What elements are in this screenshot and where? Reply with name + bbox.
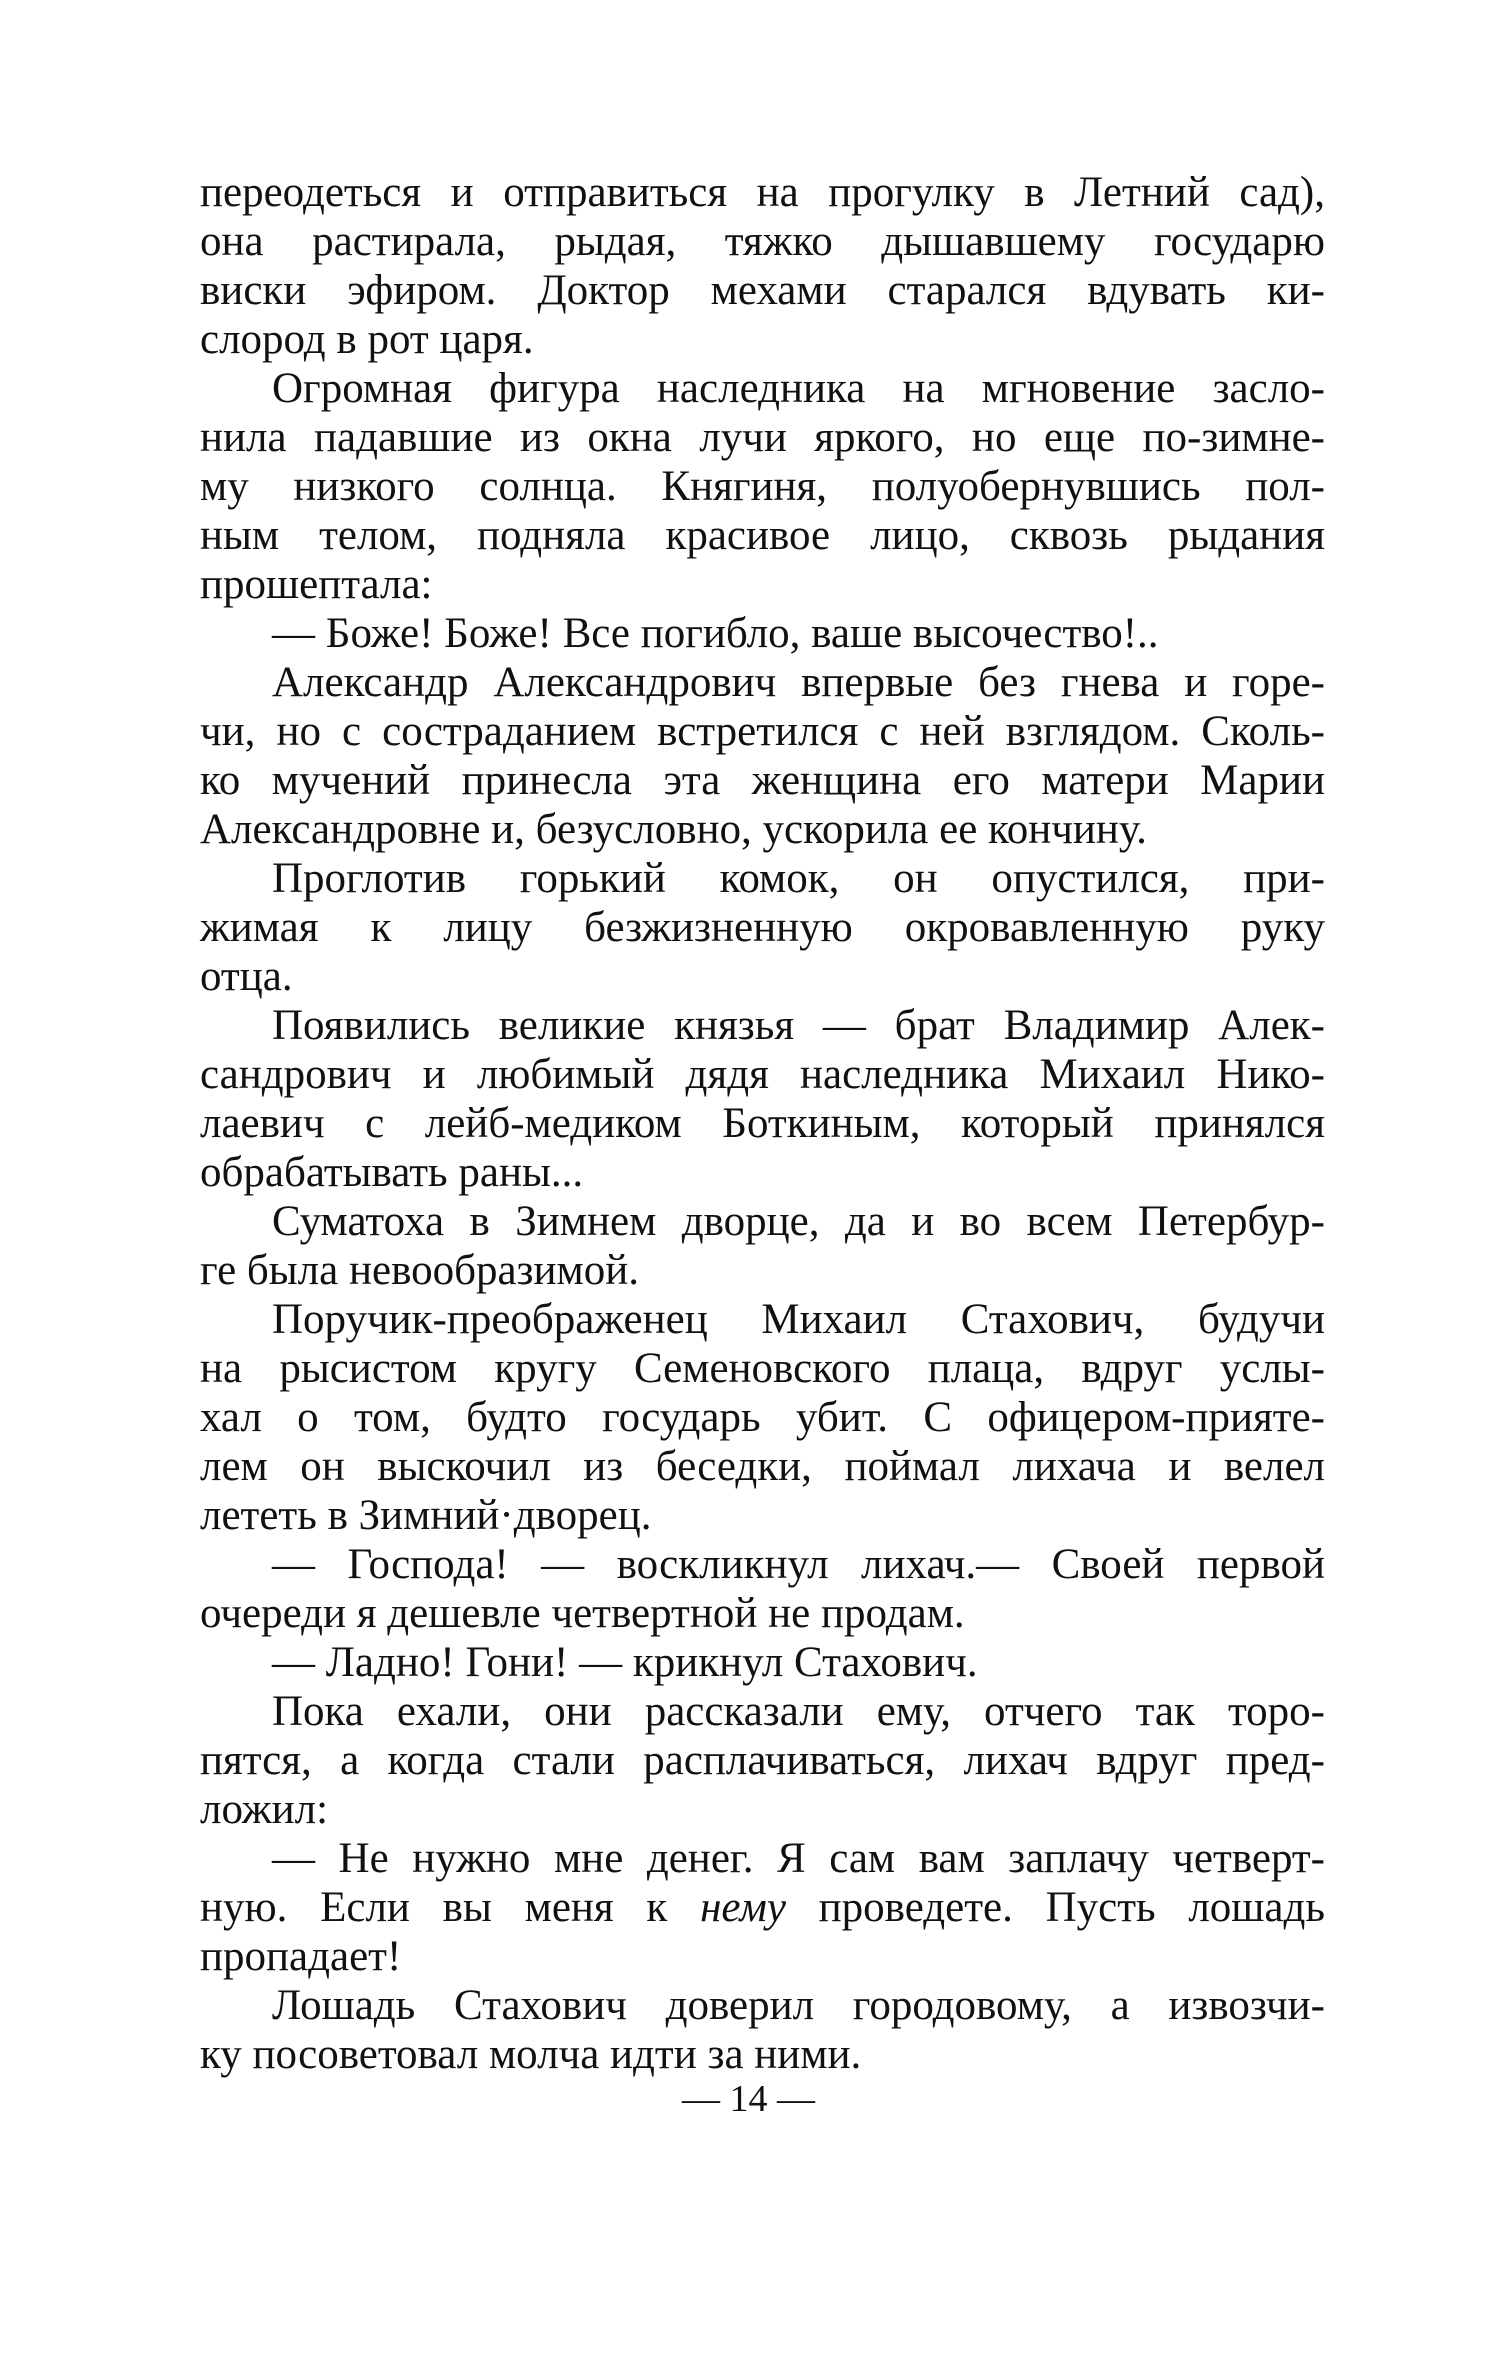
text-line: она растирала, рыдая, тяжко дышавшему государю [200,218,1325,265]
text-line: ко мучений принесла эта женщина его матери Марии [200,757,1325,804]
body-text [200,168,1325,2079]
text-line: нила падавшие из окна лучи яркого, но еще по-зимне- [200,414,1325,461]
text-line: жимая к лицу безжизненную окровавленную руку [200,904,1325,951]
text-line: слород в рот царя. [200,316,534,363]
text-line: Лошадь Стахович доверил городовому, а извозчи- [272,1982,1325,2029]
text-line: хал о том, будто государь убит. С офицером-прияте- [200,1394,1325,1441]
text-segment: ную. Если вы меня к [200,1884,701,1931]
text-line: Появились великие князья — брат Владимир Алек- [272,1002,1325,1049]
text-line: лем он выскочил из беседки, поймал лихача и велел [200,1443,1325,1490]
text-line: пропадает! [200,1933,402,1980]
text-line: пятся, а когда стали расплачиваться, лихач вдруг пред- [200,1737,1325,1784]
text-line: ге была невообразимой. [200,1247,640,1294]
text-line: Александр Александрович впервые без гнева и горе- [272,659,1325,706]
text-line: обрабатывать раны... [200,1149,584,1196]
text-line: — Ладно! Гони! — крикнул Стахович. [272,1639,978,1686]
text-segment: проведете. Пусть лошадь [785,1884,1325,1931]
text-line: Пока ехали, они рассказали ему, отчего так торо- [272,1688,1325,1735]
text-line: на рысистом кругу Семеновского плаца, вдруг услы- [200,1345,1325,1392]
text-line: — Боже! Боже! Все погибло, ваше высочество!.. [272,610,1159,657]
text-line: лететь в Зимний·дворец. [200,1492,652,1539]
text-line: ложил: [200,1786,329,1833]
text-line: очереди я дешевле четвертной не продам. [200,1590,965,1637]
text-line: Поручик-преображенец Михаил Стахович, будучи [272,1296,1325,1343]
text-line: Александровне и, безусловно, ускорила ее кончину. [200,806,1147,853]
text-line: — Не нужно мне денег. Я сам вам заплачу четверт- [272,1835,1325,1882]
text-line: переодеться и отправиться на прогулку в Летний сад), [200,169,1325,216]
emphasized-word: нему [700,1884,786,1931]
text-line: сандрович и любимый дядя наследника Михаил Нико- [200,1051,1325,1098]
text-line: ным телом, подняла красивое лицо, сквозь рыдания [200,512,1325,559]
text-line: Проглотив горький комок, он опустился, при- [272,855,1325,902]
text-line: Огромная фигура наследника на мгновение засло- [272,365,1325,412]
text-line: отца. [200,953,293,1000]
page-number: — 14 — [682,2078,815,2120]
text-line: чи, но с состраданием встретился с ней взглядом. Сколь- [200,708,1325,755]
text-line: — Господа! — воскликнул лихач.— Своей первой [272,1541,1325,1588]
text-line: ку посоветовал молча идти за ними. [200,2031,862,2078]
text-line: виски эфиром. Доктор мехами старался вдувать ки- [200,267,1325,314]
text-line: му низкого солнца. Княгиня, полуобернувшись пол- [200,463,1325,510]
text-line: прошептала: [200,561,433,608]
text-line [200,1883,1325,1932]
text-line: Суматоха в Зимнем дворце, да и во всем Петербур- [272,1198,1325,1245]
text-line: лаевич с лейб-медиком Боткиным, который принялся [200,1100,1325,1147]
